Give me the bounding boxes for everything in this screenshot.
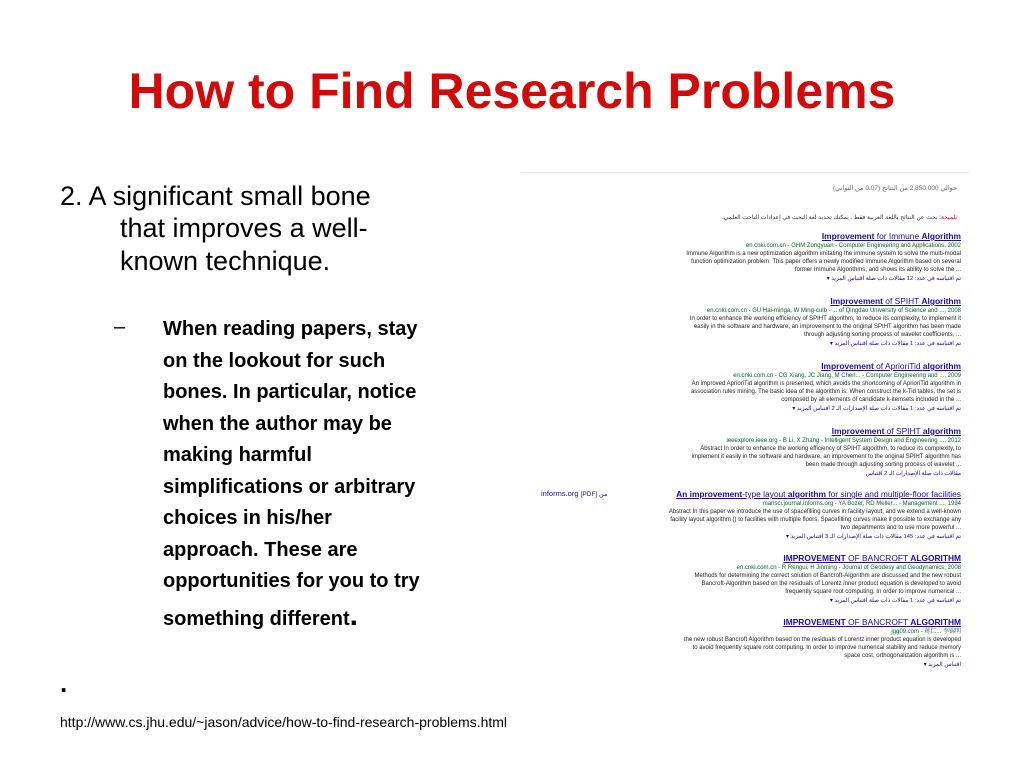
search-result	[679, 553, 961, 605]
result-source: en.cnki.com.cn - GU Hai-minga, W Ming-culb - ... of Qingdao University of Science and ..., 2008	[706, 308, 961, 314]
result-snippet: Methods for determining the correct solution of Bancroft-Algorithm are discussed and the new robust Bancroft-Algorithm based on the residuals of Lorentz inner product equation is developed to avoid frequently square root computing. In order to improve numerical ...	[694, 573, 961, 596]
sub-line-last: something different.	[163, 598, 359, 632]
main-point	[60, 180, 500, 277]
sub-line: simplifications or arbitrary	[163, 475, 416, 498]
result-title[interactable]: IMPROVEMENT OF BANCROFT ALGORITHM	[783, 553, 961, 563]
result-actions[interactable]: تم اقتباسه في عدد: 145 مقالات ذات صلة الإصدارات الـ 3 اقتباس المزيد ▾	[785, 533, 961, 540]
result-snippet: the new robust Bancroft Algorithm based on the residuals of Lorentz inner product equation is developed to avoid frequently square root computing. In order to improve numerical stability and reduce memory space cost, orthogonalization algorithm is ...	[683, 637, 961, 660]
result-actions[interactable]: تم اقتباسه في عدد: 1 مقالات ذات صلة اقتباس المزيد ▾	[829, 340, 961, 347]
result-actions[interactable]: تم اقتباسه في عدد: 1 مقالات ذات صلة اقتباس المزيد ▾	[829, 597, 961, 604]
search-result	[679, 617, 961, 669]
sub-line: approach. These are	[163, 538, 358, 561]
search-result	[679, 231, 961, 283]
result-actions[interactable]: تم اقتباسه في عدد: 12 مقالات ذات صلة اقتباس المزيد ▾	[826, 275, 961, 282]
sub-line: when the author may be	[163, 412, 392, 435]
point-number: 2.	[60, 181, 83, 211]
language-notice: تلميحة: بحث عن النتائج باللغة العربية فقط . يمكنك تحديد لغة البحث في إعدادات الباحث العلمي.	[722, 215, 957, 221]
result-source: mansci.journal.informs.org - YA Bozer, RD Meller... - Management ..., 1994	[762, 501, 961, 507]
result-title[interactable]: Improvement of SPIHT algorithm	[831, 426, 961, 436]
search-results-screenshot	[521, 168, 969, 688]
sub-bullet-dash: –	[114, 316, 126, 338]
result-source: ieeexplore.ieee.org - B Li, X Zhang - Intelligent System Design and Engineering ..., 2012	[726, 438, 961, 444]
result-snippet: An improved AprioriTid algorithm is presented, which avoids the shortcoming of AprioriTid algorithm in association rules mining. The basic idea of the algorithm is: When construct the k-Tid tables, the set is composed by all elements of candidate k-itemsets included in the ...	[690, 381, 961, 404]
search-result	[679, 426, 961, 478]
result-snippet: In order to enhance the working efficiency of SPIHT algorithm, to reduce its complexity, to implement it easily in the software and hardware, an improvement to the original SPIHT algorithm has been made through adjusting sorting process of wavelet coefficients, ...	[689, 316, 961, 339]
result-title[interactable]: Improvement for Immune Algorithm	[821, 231, 961, 241]
result-source: jgg09.com - 蒋仁... 李锦明	[891, 629, 961, 635]
result-title[interactable]: IMPROVEMENT OF BANCROFT ALGORITHM	[783, 617, 961, 627]
divider	[521, 172, 969, 173]
result-title[interactable]: Improvement of AprioriTid algorithm	[821, 361, 961, 371]
result-source: en.cnki.com.cn - R Rengui, H Jinming - Journal of Geodesy and Geodynamics, 2008	[736, 565, 961, 571]
results-count: حوالي 2,850,000 من النتائج (0.07 من الثواني)	[832, 185, 957, 192]
sub-point	[163, 314, 503, 635]
result-actions[interactable]: مقالات ذات صلة الإصدارات الـ 2 اقتباس	[865, 470, 961, 477]
result-actions[interactable]: اقتباس المزيد ▾	[923, 661, 961, 668]
main-point-line-2: that improves a well-	[120, 213, 368, 244]
sub-line: making harmful	[163, 444, 312, 466]
stray-dot: .	[60, 668, 68, 698]
result-title[interactable]: An improvement-type layout algorithm for single and multiple-floor facilities	[676, 489, 961, 499]
pdf-link[interactable]: [PDF] من	[580, 491, 608, 498]
main-point-line-1: 2. A significant small bone	[60, 181, 371, 211]
sub-line: bones. In particular, notice	[163, 381, 417, 403]
source-url[interactable]: http://www.cs.jhu.edu/~jason/advice/how-to-find-research-problems.html	[60, 714, 508, 730]
result-snippet: Abstract In order to enhance the working efficiency of SPIHT algorithm, to reduce its complexity, to implement it easily in the software and hardware, an improvement to the original SPIHT algorithm has been made through adjusting sorting process of wavelet ...	[691, 446, 961, 469]
result-actions[interactable]: تم اقتباسه في عدد: 1 مقالات ذات صلة الإصدارات الـ 2 اقتباس المزيد ▾	[792, 405, 961, 412]
search-result	[679, 296, 961, 348]
side-source[interactable]: informs.org [PDF] من	[541, 489, 608, 498]
sub-line: opportunities for you to try	[163, 570, 420, 592]
result-source: en.cnki.com.cn - CG Xiang, JC Jiang, M Chen... - Computer Engineering and ..., 2009	[733, 373, 961, 379]
sub-line: choices in his/her	[163, 507, 332, 529]
result-source: en.cnki.com.cn - GHM Zongyuan - Computer Engineering and Applications, 2002	[745, 243, 961, 249]
result-title[interactable]: Improvement of SPIHT Algorithm	[830, 296, 961, 306]
period-mark: .	[349, 598, 359, 632]
search-result	[679, 361, 961, 413]
search-result	[661, 489, 961, 541]
result-snippet: Immune Algorithm is a new optimization algorithm imitating the immune system to solve the multi-modal function optimization problem. This paper offers a newly modified Immune Algorithm based on several former Immune Algorithms, and shows its ability to solve the ...	[686, 251, 961, 274]
slide-title: How to Find Research Problems	[128, 63, 896, 119]
sub-line: on the lookout for such	[163, 349, 386, 372]
result-snippet: Abstract In this paper we introduce the use of spacefilling curves in facility layout, and we extend a well-known facility layout algorithm () to facilities with multiple floors. Spacefilling curves make it possible to exchange any two departments and to use more powerful ...	[668, 509, 961, 532]
main-point-line-3: known technique.	[120, 245, 331, 276]
sub-line: When reading papers, stay	[163, 318, 418, 340]
